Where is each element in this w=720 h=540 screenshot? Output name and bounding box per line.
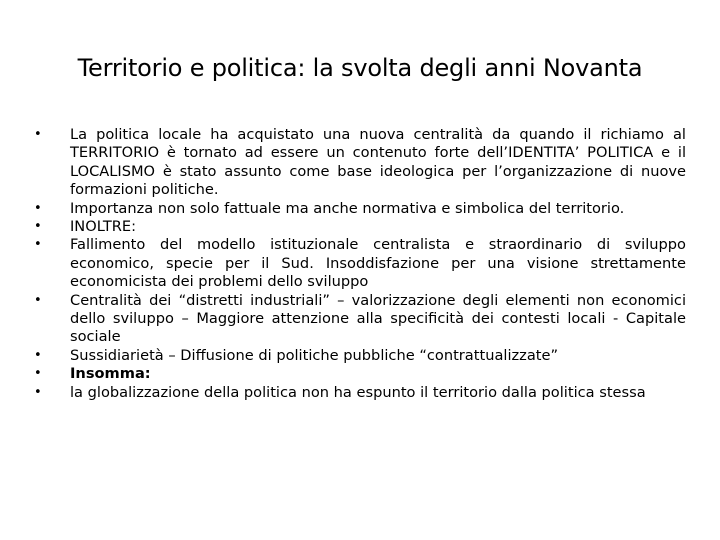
list-item (34, 384, 686, 402)
slide-title: Territorio e politica: la svolta degli anni Novanta (77, 54, 643, 82)
bullet-text: Fallimento del modello istituzionale centralista e straordinario di sviluppo economico, specie per il Sud. Insoddisfazione per una visione strettamente economicista dei problemi dello sviluppo (70, 236, 686, 291)
bullet-text: INOLTRE: (70, 218, 137, 236)
list-item (34, 347, 686, 365)
bullet-dot-icon: • (34, 200, 42, 216)
bullet-dot-icon: • (34, 366, 42, 382)
list-item (34, 218, 686, 236)
bullet-text: Importanza non solo fattuale ma anche normativa e simbolica del territorio. (70, 199, 625, 217)
bullet-dot-icon: • (34, 347, 42, 363)
bullet-dot-icon: • (34, 292, 42, 308)
bullet-dot-icon: • (34, 237, 42, 253)
bullet-text: Centralità dei “distretti industriali” – valorizzazione degli elementi non economici dello sviluppo – Maggiore attenzione alla specificità dei contesti locali - Capitale sociale (70, 291, 686, 346)
bullet-dot-icon: • (34, 219, 42, 235)
list-item (34, 200, 686, 218)
bullet-dot-icon: • (34, 384, 42, 400)
bullet-list (34, 126, 686, 402)
bullet-dot-icon: • (34, 127, 42, 142)
bullet-text: Sussidiarietà – Diffusione di politiche pubbliche “contrattualizzate” (70, 346, 559, 364)
list-item (34, 236, 686, 291)
list-item (34, 126, 686, 200)
list-item (34, 292, 686, 347)
bullet-text: La politica locale ha acquistato una nuova centralità da quando il richiamo al TERRITORIO è tornato ad essere un contenuto forte dell’IDENTITA’ POLITICA e il LOCALISMO è stato assunto come base ideologica per l’organizzazione di nuove formazioni politiche. (70, 126, 686, 199)
list-item (34, 365, 686, 383)
bullet-text: la globalizzazione della politica non ha espunto il territorio dalla politica stessa (70, 383, 646, 401)
bullet-text: Insomma: (70, 365, 151, 383)
